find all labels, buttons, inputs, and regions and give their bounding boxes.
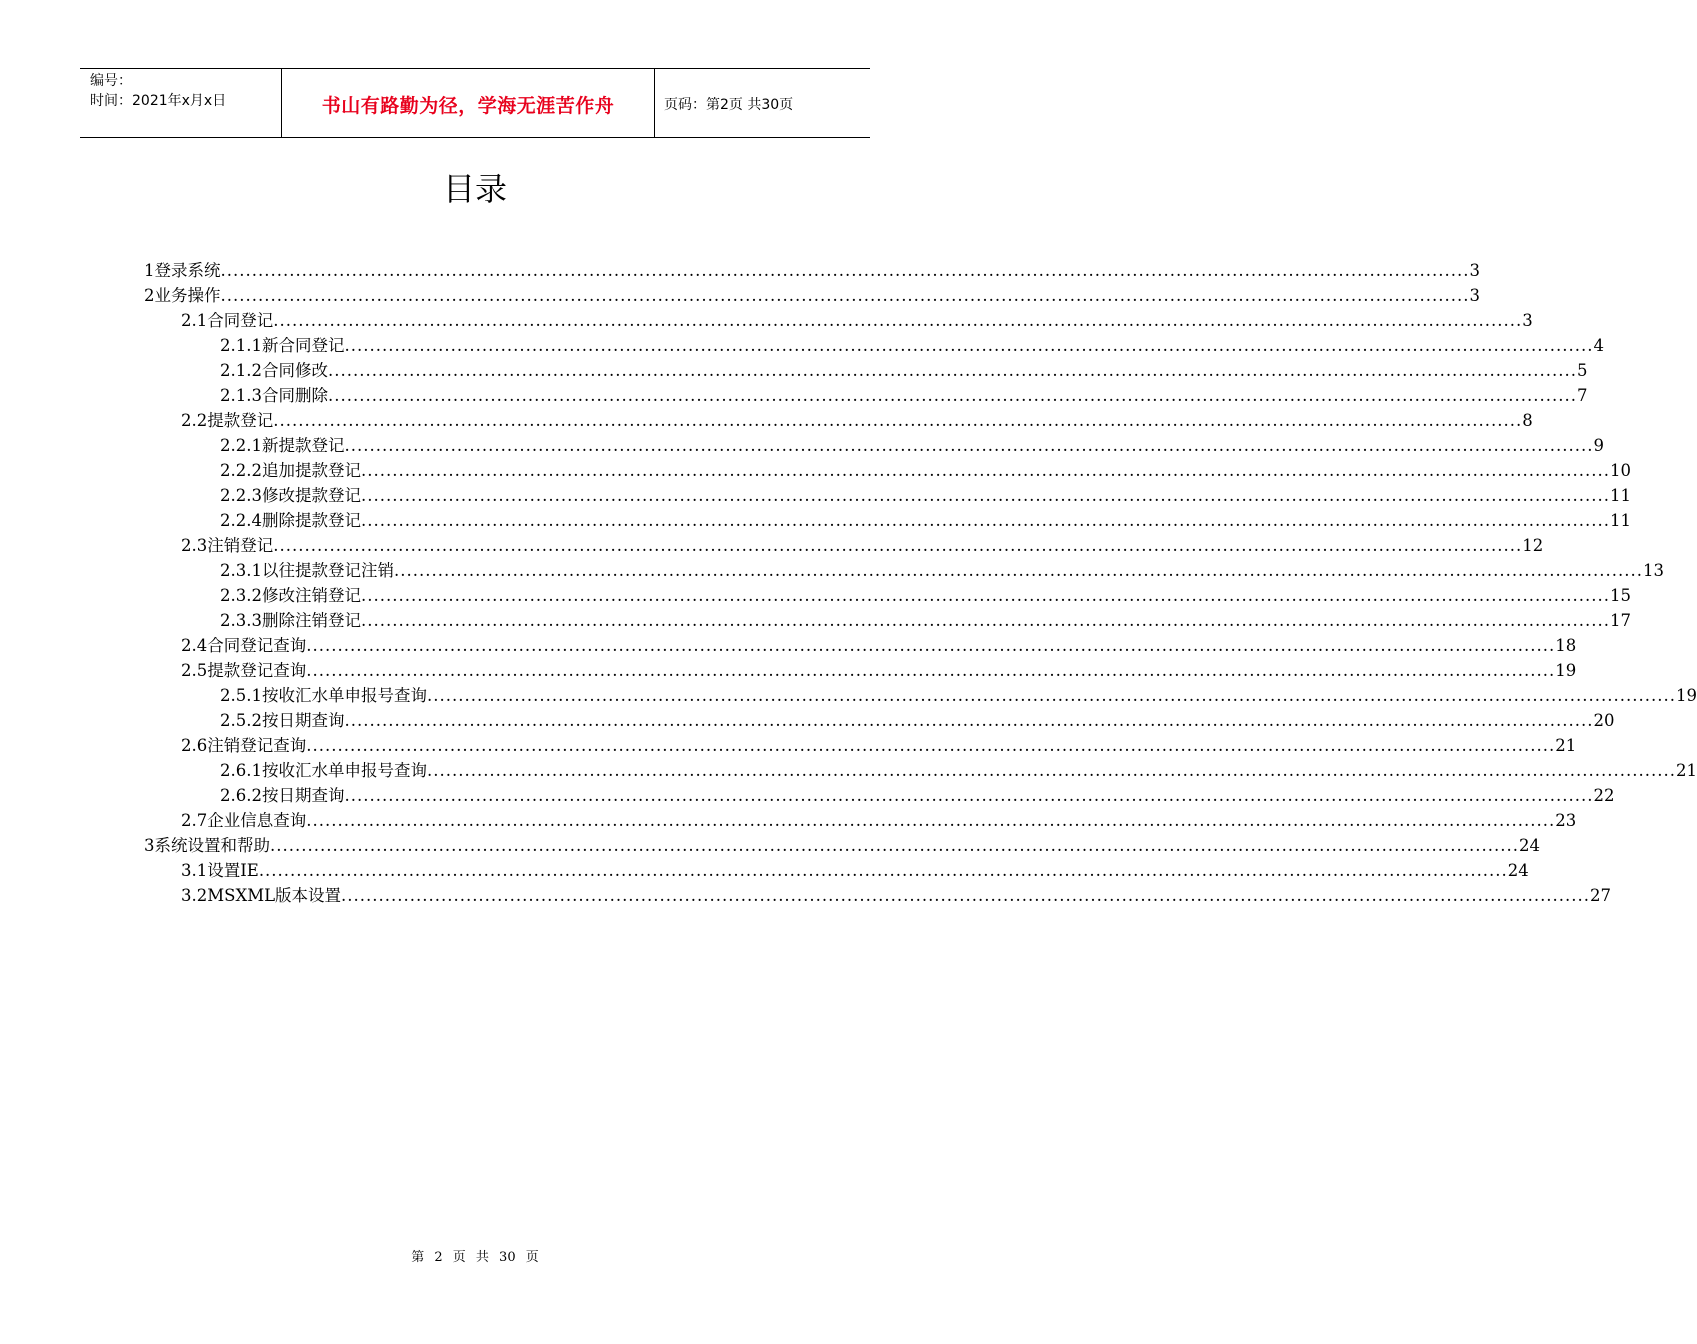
toc-leader-dots: ........................................................................................................................................................................................................ [344, 436, 1594, 455]
toc-entry-number: 2.1.1 [220, 336, 262, 355]
toc-entry[interactable] [220, 383, 1588, 408]
toc-entry-page: 24 [1507, 861, 1529, 880]
toc-entry-label: 修改提款登记 [261, 486, 361, 505]
document-time-label: 时间：2021年x月x日 [90, 93, 227, 109]
toc-entry-label: 以往提款登记注销 [261, 561, 394, 580]
toc-leader-dots: ........................................................................................................................................................................................................ [344, 336, 1594, 355]
toc-entry[interactable] [220, 558, 1664, 583]
toc-entry[interactable] [220, 508, 1631, 533]
toc-entry-page: 18 [1555, 636, 1577, 655]
toc-entry-number: 2.3.2 [220, 586, 262, 605]
toc-entry-label: 提款登记 [207, 411, 274, 430]
toc-entry[interactable] [181, 858, 1529, 883]
toc-entry-number: 3.1 [181, 861, 208, 880]
toc-entry-page: 4 [1593, 336, 1604, 355]
toc-entry-number: 3.2 [181, 886, 208, 905]
toc-entry-number: 2.3.3 [220, 611, 262, 630]
toc-entry-label: 新提款登记 [261, 436, 345, 455]
toc-entry-label: 提款登记查询 [207, 661, 307, 680]
toc-entry-number: 2.2.2 [220, 461, 262, 480]
toc-entry[interactable] [144, 833, 1540, 858]
toc-entry-number: 2.6.1 [220, 761, 262, 780]
toc-entry[interactable] [220, 783, 1615, 808]
toc-entry-number: 2.2.3 [220, 486, 262, 505]
toc-entry-label: 系统设置和帮助 [154, 836, 270, 855]
toc-entry-page: 3 [1522, 311, 1533, 330]
toc-leader-dots: ........................................................................................................................................................................................................ [344, 786, 1594, 805]
toc-entry[interactable] [181, 733, 1577, 758]
header-left-cell [90, 71, 226, 111]
toc-leader-dots: ........................................................................................................................................................................................................ [306, 661, 1556, 680]
toc-entry-page: 15 [1609, 586, 1631, 605]
toc-leader-dots: ........................................................................................................................................................................................................ [306, 636, 1556, 655]
toc-entry-page: 24 [1518, 836, 1540, 855]
toc-entry-label: 删除注销登记 [261, 611, 361, 630]
header-page-info: 页码：第2页 共30页 [664, 97, 794, 113]
toc-entry-label: 合同删除 [261, 386, 328, 405]
toc-entry-number: 2.6 [181, 736, 208, 755]
toc-leader-dots: ........................................................................................................................................................................................................ [306, 736, 1556, 755]
toc-entry-label: 合同登记查询 [207, 636, 307, 655]
toc-leader-dots: ........................................................................................................................................................................................................ [270, 836, 1519, 855]
toc-leader-dots: ........................................................................................................................................................................................................ [327, 386, 1577, 405]
toc-entry-label: 注销登记 [207, 536, 274, 555]
toc-leader-dots: ........................................................................................................................................................................................................ [220, 261, 1470, 280]
toc-entry-label: 追加提款登记 [261, 461, 361, 480]
toc-leader-dots: ........................................................................................................................................................................................................ [341, 886, 1591, 905]
toc-entry-page: 21 [1675, 761, 1697, 780]
toc-leader-dots: ........................................................................................................................................................................................................ [360, 486, 1610, 505]
toc-entry[interactable] [144, 258, 1480, 283]
toc-entry-label: 设置IE [207, 861, 259, 880]
toc-entry[interactable] [181, 533, 1544, 558]
toc-entry-page: 9 [1593, 436, 1604, 455]
toc-entry-number: 2.7 [181, 811, 208, 830]
toc-leader-dots: ........................................................................................................................................................................................................ [360, 611, 1610, 630]
toc-entry-label: 合同修改 [261, 361, 328, 380]
toc-entry-page: 5 [1576, 361, 1588, 380]
toc-entry-label: 注销登记查询 [207, 736, 307, 755]
page-header [80, 68, 870, 138]
toc-entry[interactable] [181, 658, 1577, 683]
toc-entry[interactable] [220, 708, 1615, 733]
toc-entry-label: 合同登记 [207, 311, 274, 330]
toc-leader-dots: ........................................................................................................................................................................................................ [426, 761, 1676, 780]
toc-entry-page: 12 [1522, 536, 1544, 555]
toc-entry-page: 11 [1609, 511, 1631, 530]
toc-entry-number: 2.3 [181, 536, 208, 555]
toc-entry-page: 23 [1555, 811, 1577, 830]
toc-entry-number: 2.2.4 [220, 511, 262, 530]
header-divider [654, 69, 655, 137]
toc-entry-label: 修改注销登记 [261, 586, 361, 605]
toc-leader-dots: ........................................................................................................................................................................................................ [306, 811, 1556, 830]
toc-entry[interactable] [181, 808, 1577, 833]
toc-entry-label: 新合同登记 [261, 336, 345, 355]
toc-entry-page: 11 [1609, 486, 1631, 505]
toc-entry-page: 19 [1555, 661, 1577, 680]
toc-leader-dots: ........................................................................................................................................................................................................ [273, 311, 1523, 330]
toc-leader-dots: ........................................................................................................................................................................................................ [273, 536, 1523, 555]
toc-entry-page: 13 [1642, 561, 1664, 580]
toc-entry-number: 2.3.1 [220, 561, 262, 580]
toc-entry-number: 2.1.2 [220, 361, 262, 380]
toc-entry[interactable] [220, 458, 1631, 483]
toc-entry-number: 2.6.2 [220, 786, 262, 805]
toc-entry-page: 7 [1576, 386, 1588, 405]
header-motto: 书山有路勤为径，学海无涯苦作舟 [321, 95, 615, 117]
toc-entry-page: 20 [1593, 711, 1615, 730]
toc-entry-page: 10 [1609, 461, 1631, 480]
toc-entry-label: 登录系统 [154, 261, 221, 280]
page-title: 目录 [442, 170, 507, 208]
toc-entry[interactable] [220, 608, 1631, 633]
toc-entry-page: 22 [1593, 786, 1615, 805]
toc-leader-dots: ........................................................................................................................................................................................................ [360, 511, 1610, 530]
toc-entry-number: 2.5.2 [220, 711, 262, 730]
toc-entry-page: 3 [1469, 286, 1480, 305]
toc-entry-page: 3 [1469, 261, 1480, 280]
toc-entry-number: 2.5.1 [220, 686, 262, 705]
toc-entry-number: 3 [144, 836, 155, 855]
toc-entry-label: MSXML版本设置 [207, 886, 342, 905]
toc-entry[interactable] [220, 758, 1697, 783]
toc-leader-dots: ........................................................................................................................................................................................................ [258, 861, 1508, 880]
toc-entry-page: 19 [1675, 686, 1697, 705]
toc-entry-number: 2.2.1 [220, 436, 262, 455]
toc-entry-page: 8 [1522, 411, 1533, 430]
toc-entry[interactable] [220, 358, 1588, 383]
toc-entry[interactable] [220, 333, 1604, 358]
toc-leader-dots: ........................................................................................................................................................................................................ [393, 561, 1643, 580]
toc-entry[interactable] [220, 583, 1631, 608]
document-number-label: 编号： [90, 73, 132, 89]
toc-leader-dots: ........................................................................................................................................................................................................ [273, 411, 1523, 430]
toc-entry-label: 按日期查询 [261, 786, 345, 805]
toc-entry[interactable] [181, 308, 1533, 333]
toc-entry-page: 17 [1609, 611, 1631, 630]
toc-entry[interactable] [220, 433, 1604, 458]
toc-entry-page: 21 [1555, 736, 1577, 755]
toc-entry-label: 按日期查询 [261, 711, 345, 730]
toc-entry-number: 2.2 [181, 411, 208, 430]
toc-entry-label: 按收汇水单申报号查询 [261, 761, 427, 780]
toc-entry[interactable] [220, 683, 1697, 708]
toc-leader-dots: ........................................................................................................................................................................................................ [220, 286, 1470, 305]
toc-entry-label: 按收汇水单申报号查询 [261, 686, 427, 705]
toc-entry-label: 删除提款登记 [261, 511, 361, 530]
toc-entry-number: 2.1.3 [220, 386, 262, 405]
toc-leader-dots: ........................................................................................................................................................................................................ [360, 461, 1610, 480]
toc-entry[interactable] [181, 408, 1533, 433]
toc-leader-dots: ........................................................................................................................................................................................................ [360, 586, 1610, 605]
toc-entry[interactable] [181, 633, 1577, 658]
toc-leader-dots: ........................................................................................................................................................................................................ [327, 361, 1577, 380]
toc-entry-label: 业务操作 [154, 286, 221, 305]
toc-entry-page: 27 [1590, 886, 1612, 905]
toc-entry-number: 2 [144, 286, 155, 305]
toc-entry-number: 2.4 [181, 636, 208, 655]
toc-entry-label: 企业信息查询 [207, 811, 307, 830]
toc-entry[interactable] [220, 483, 1631, 508]
toc-entry-number: 2.5 [181, 661, 208, 680]
toc-entry[interactable] [181, 883, 1612, 908]
toc-leader-dots: ........................................................................................................................................................................................................ [344, 711, 1594, 730]
toc-leader-dots: ........................................................................................................................................................................................................ [426, 686, 1676, 705]
page-footer: 第 2 页 共 30 页 [411, 1250, 539, 1265]
toc-entry-number: 1 [144, 261, 155, 280]
toc-entry-number: 2.1 [181, 311, 208, 330]
toc-entry[interactable] [144, 283, 1480, 308]
